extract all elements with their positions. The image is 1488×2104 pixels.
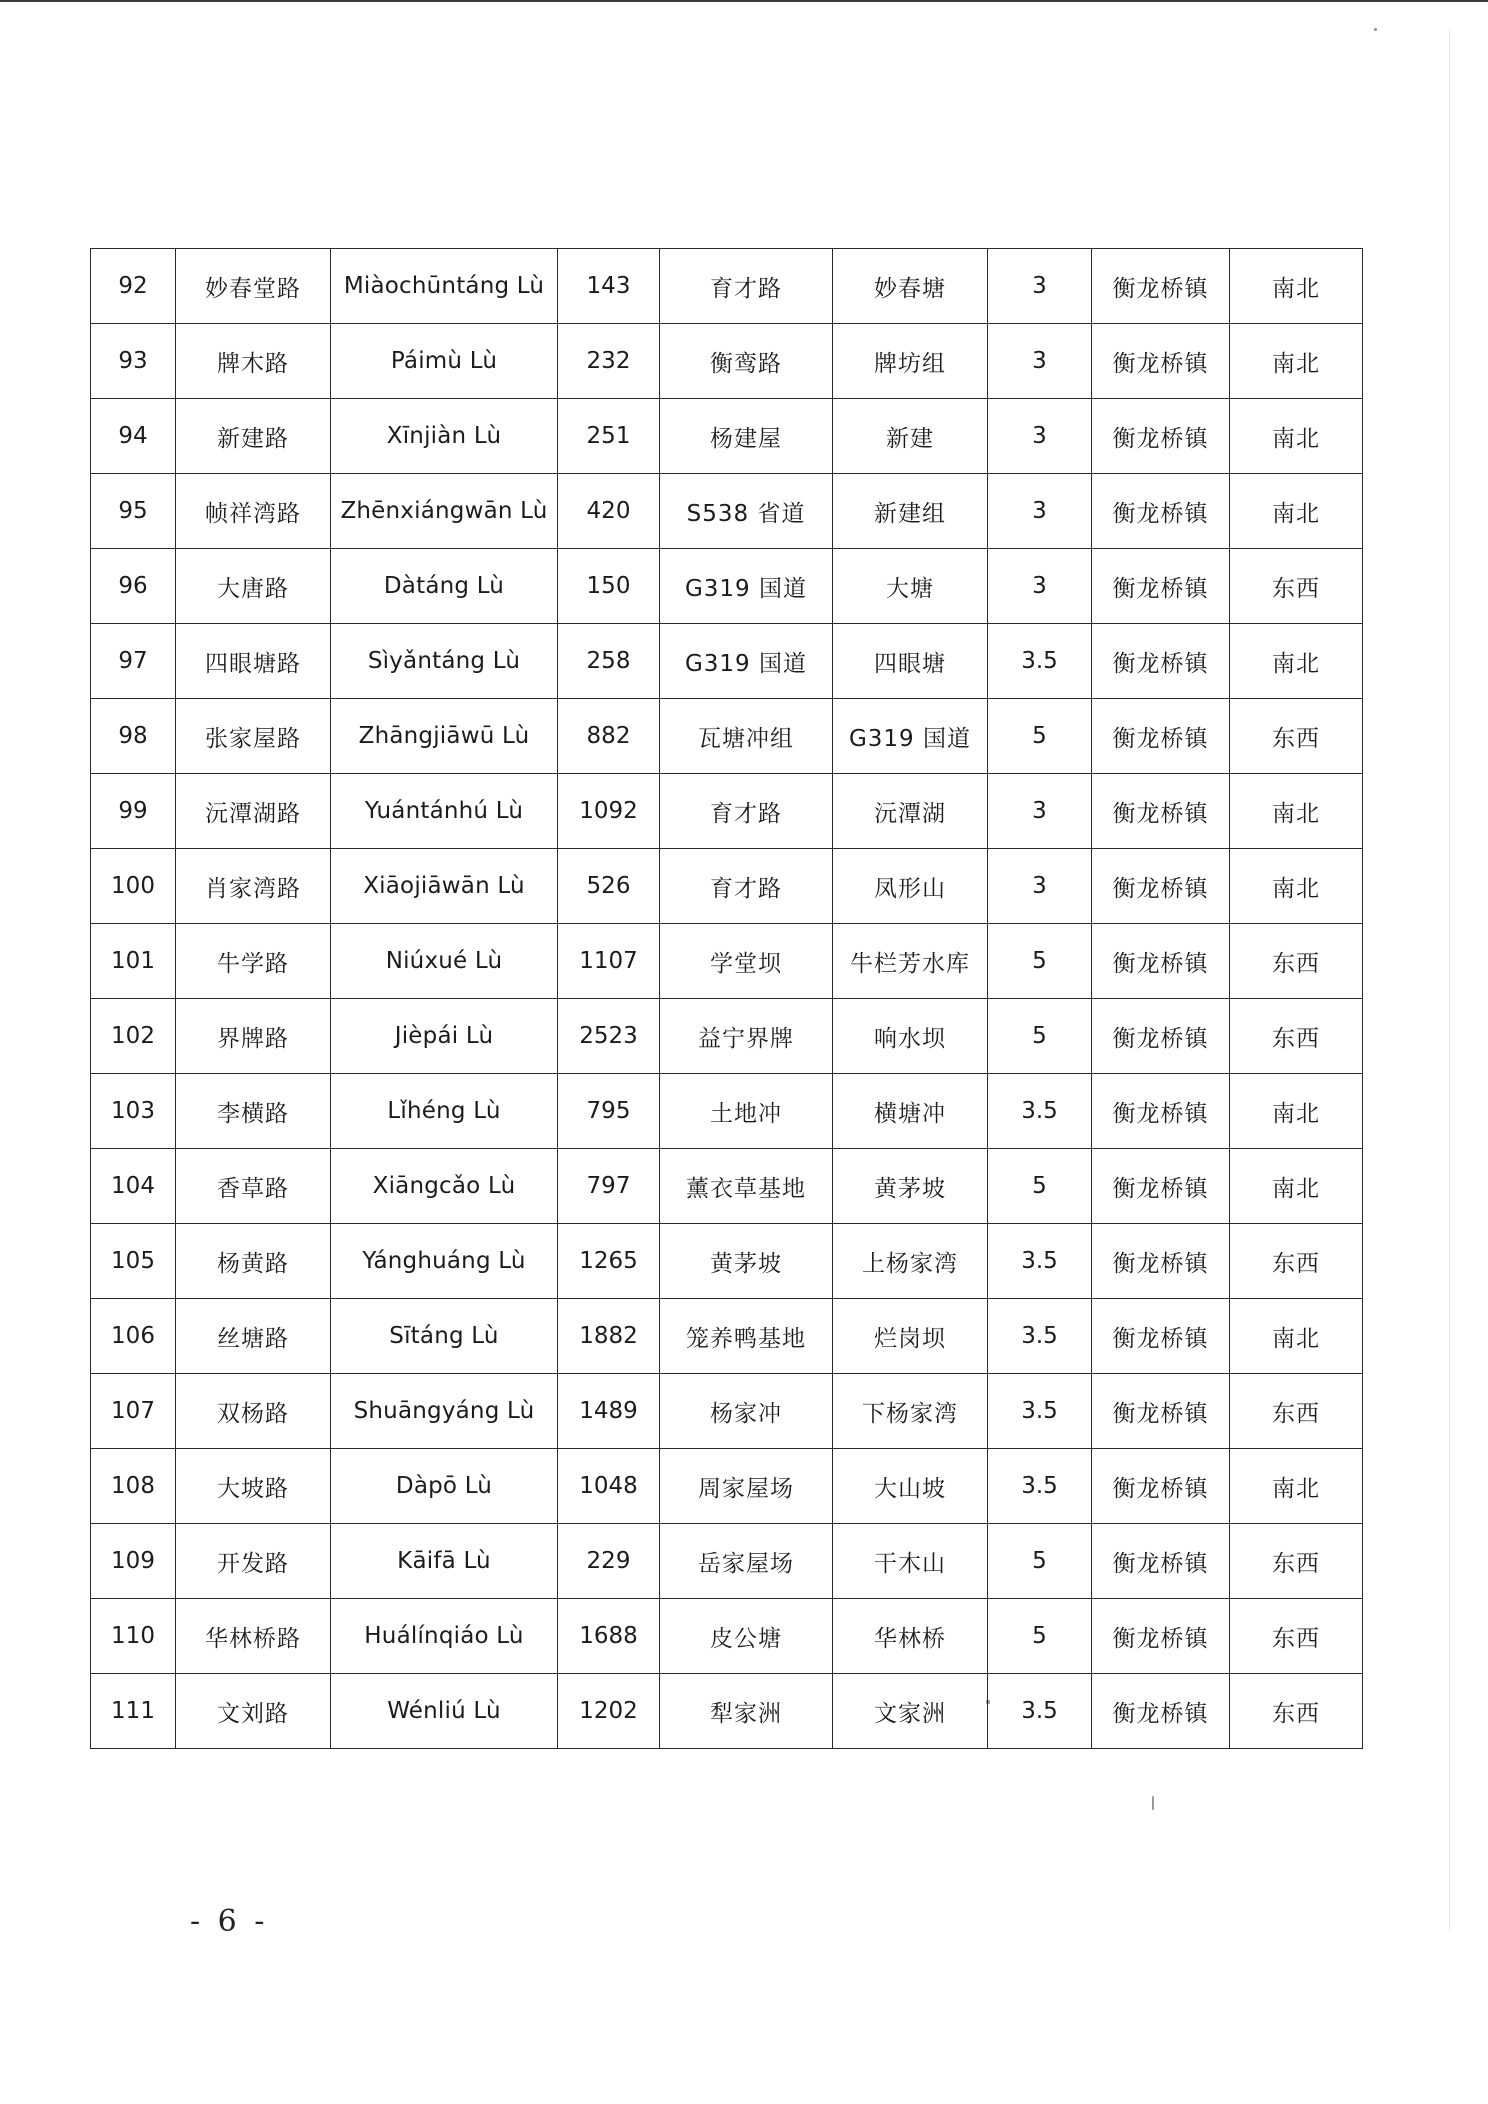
table-row bbox=[91, 1524, 1363, 1599]
road-number-cell: 95 bbox=[91, 474, 176, 549]
road-town-cell: 衡龙桥镇 bbox=[1092, 1599, 1230, 1674]
road-start-cell: G319 国道 bbox=[660, 624, 833, 699]
road-town-cell: 衡龙桥镇 bbox=[1092, 1524, 1230, 1599]
scan-top-edge bbox=[0, 0, 1488, 2]
road-name-cell: 牛学路 bbox=[176, 924, 331, 999]
road-town-cell: 衡龙桥镇 bbox=[1092, 1074, 1230, 1149]
road-pinyin-cell: Páimù Lù bbox=[331, 324, 558, 399]
road-start-cell: 周家屋场 bbox=[660, 1449, 833, 1524]
table-row bbox=[91, 1599, 1363, 1674]
road-direction-cell: 南北 bbox=[1230, 1149, 1363, 1224]
road-town-cell: 衡龙桥镇 bbox=[1092, 1674, 1230, 1749]
road-number-cell: 106 bbox=[91, 1299, 176, 1374]
road-name-cell: 丝塘路 bbox=[176, 1299, 331, 1374]
road-width-cell: 5 bbox=[988, 999, 1092, 1074]
road-width-cell: 3 bbox=[988, 549, 1092, 624]
table-row bbox=[91, 624, 1363, 699]
road-length-cell: 1107 bbox=[558, 924, 660, 999]
road-name-cell: 华林桥路 bbox=[176, 1599, 331, 1674]
road-end-cell: 牛栏芳水库 bbox=[833, 924, 988, 999]
road-table bbox=[90, 248, 1363, 1749]
road-number-cell: 110 bbox=[91, 1599, 176, 1674]
road-start-cell: 衡鸾路 bbox=[660, 324, 833, 399]
road-width-cell: 3 bbox=[988, 849, 1092, 924]
road-length-cell: 1882 bbox=[558, 1299, 660, 1374]
road-length-cell: 251 bbox=[558, 399, 660, 474]
road-number-cell: 96 bbox=[91, 549, 176, 624]
road-table-body bbox=[91, 249, 1363, 1749]
road-width-cell: 5 bbox=[988, 1149, 1092, 1224]
road-end-cell: 下杨家湾 bbox=[833, 1374, 988, 1449]
road-length-cell: 143 bbox=[558, 249, 660, 324]
road-number-cell: 92 bbox=[91, 249, 176, 324]
road-direction-cell: 南北 bbox=[1230, 774, 1363, 849]
road-end-cell: G319 国道 bbox=[833, 699, 988, 774]
road-end-cell: 响水坝 bbox=[833, 999, 988, 1074]
table-row bbox=[91, 1074, 1363, 1149]
road-direction-cell: 东西 bbox=[1230, 1374, 1363, 1449]
road-pinyin-cell: Yuántánhú Lù bbox=[331, 774, 558, 849]
road-number-cell: 99 bbox=[91, 774, 176, 849]
road-length-cell: 1688 bbox=[558, 1599, 660, 1674]
road-pinyin-cell: Sìyǎntáng Lù bbox=[331, 624, 558, 699]
road-town-cell: 衡龙桥镇 bbox=[1092, 474, 1230, 549]
road-length-cell: 1048 bbox=[558, 1449, 660, 1524]
road-town-cell: 衡龙桥镇 bbox=[1092, 1449, 1230, 1524]
road-direction-cell: 南北 bbox=[1230, 1449, 1363, 1524]
road-start-cell: 犁家洲 bbox=[660, 1674, 833, 1749]
road-name-cell: 妙春堂路 bbox=[176, 249, 331, 324]
road-direction-cell: 南北 bbox=[1230, 474, 1363, 549]
road-length-cell: 1202 bbox=[558, 1674, 660, 1749]
road-end-cell: 黄茅坡 bbox=[833, 1149, 988, 1224]
road-name-cell: 帧祥湾路 bbox=[176, 474, 331, 549]
road-direction-cell: 东西 bbox=[1230, 699, 1363, 774]
road-pinyin-cell: Xiāojiāwān Lù bbox=[331, 849, 558, 924]
road-name-cell: 香草路 bbox=[176, 1149, 331, 1224]
road-pinyin-cell: Xīnjiàn Lù bbox=[331, 399, 558, 474]
road-pinyin-cell: Kāifā Lù bbox=[331, 1524, 558, 1599]
table-row bbox=[91, 324, 1363, 399]
road-name-cell: 肖家湾路 bbox=[176, 849, 331, 924]
road-name-cell: 沅潭湖路 bbox=[176, 774, 331, 849]
road-length-cell: 882 bbox=[558, 699, 660, 774]
road-pinyin-cell: Lǐhéng Lù bbox=[331, 1074, 558, 1149]
road-name-cell: 杨黄路 bbox=[176, 1224, 331, 1299]
road-pinyin-cell: Huálínqiáo Lù bbox=[331, 1599, 558, 1674]
road-width-cell: 3 bbox=[988, 774, 1092, 849]
road-town-cell: 衡龙桥镇 bbox=[1092, 999, 1230, 1074]
table-row bbox=[91, 1449, 1363, 1524]
scan-right-edge bbox=[1449, 30, 1450, 1930]
road-town-cell: 衡龙桥镇 bbox=[1092, 249, 1230, 324]
road-start-cell: 薰衣草基地 bbox=[660, 1149, 833, 1224]
road-length-cell: 150 bbox=[558, 549, 660, 624]
road-end-cell: 四眼塘 bbox=[833, 624, 988, 699]
road-start-cell: 益宁界牌 bbox=[660, 999, 833, 1074]
road-start-cell: 土地冲 bbox=[660, 1074, 833, 1149]
road-pinyin-cell: Wénliú Lù bbox=[331, 1674, 558, 1749]
road-width-cell: 3.5 bbox=[988, 624, 1092, 699]
road-width-cell: 5 bbox=[988, 699, 1092, 774]
road-pinyin-cell: Niúxué Lù bbox=[331, 924, 558, 999]
road-town-cell: 衡龙桥镇 bbox=[1092, 1299, 1230, 1374]
road-start-cell: 育才路 bbox=[660, 249, 833, 324]
road-length-cell: 2523 bbox=[558, 999, 660, 1074]
table-row bbox=[91, 1674, 1363, 1749]
road-width-cell: 3.5 bbox=[988, 1674, 1092, 1749]
road-width-cell: 3.5 bbox=[988, 1074, 1092, 1149]
road-number-cell: 103 bbox=[91, 1074, 176, 1149]
table-row bbox=[91, 549, 1363, 624]
road-length-cell: 229 bbox=[558, 1524, 660, 1599]
road-end-cell: 新建 bbox=[833, 399, 988, 474]
road-town-cell: 衡龙桥镇 bbox=[1092, 549, 1230, 624]
road-number-cell: 93 bbox=[91, 324, 176, 399]
road-direction-cell: 南北 bbox=[1230, 624, 1363, 699]
road-end-cell: 烂岗坝 bbox=[833, 1299, 988, 1374]
road-pinyin-cell: Miàochūntáng Lù bbox=[331, 249, 558, 324]
road-end-cell: 牌坊组 bbox=[833, 324, 988, 399]
road-number-cell: 101 bbox=[91, 924, 176, 999]
road-town-cell: 衡龙桥镇 bbox=[1092, 399, 1230, 474]
road-number-cell: 97 bbox=[91, 624, 176, 699]
road-end-cell: 华林桥 bbox=[833, 1599, 988, 1674]
road-length-cell: 1489 bbox=[558, 1374, 660, 1449]
road-length-cell: 232 bbox=[558, 324, 660, 399]
road-direction-cell: 东西 bbox=[1230, 1524, 1363, 1599]
table-row bbox=[91, 924, 1363, 999]
road-direction-cell: 东西 bbox=[1230, 999, 1363, 1074]
road-name-cell: 新建路 bbox=[176, 399, 331, 474]
table-row bbox=[91, 1374, 1363, 1449]
road-pinyin-cell: Shuāngyáng Lù bbox=[331, 1374, 558, 1449]
road-direction-cell: 东西 bbox=[1230, 1224, 1363, 1299]
road-width-cell: 5 bbox=[988, 1599, 1092, 1674]
road-end-cell: 凤形山 bbox=[833, 849, 988, 924]
road-direction-cell: 东西 bbox=[1230, 1599, 1363, 1674]
road-direction-cell: 南北 bbox=[1230, 249, 1363, 324]
road-town-cell: 衡龙桥镇 bbox=[1092, 324, 1230, 399]
table-row bbox=[91, 249, 1363, 324]
road-start-cell: 育才路 bbox=[660, 849, 833, 924]
road-end-cell: 大山坡 bbox=[833, 1449, 988, 1524]
road-start-cell: 岳家屋场 bbox=[660, 1524, 833, 1599]
road-town-cell: 衡龙桥镇 bbox=[1092, 849, 1230, 924]
road-number-cell: 107 bbox=[91, 1374, 176, 1449]
road-width-cell: 3.5 bbox=[988, 1449, 1092, 1524]
road-town-cell: 衡龙桥镇 bbox=[1092, 1224, 1230, 1299]
scan-speck bbox=[1374, 28, 1377, 31]
road-start-cell: 杨家冲 bbox=[660, 1374, 833, 1449]
road-direction-cell: 南北 bbox=[1230, 324, 1363, 399]
table-row bbox=[91, 399, 1363, 474]
road-pinyin-cell: Dàtáng Lù bbox=[331, 549, 558, 624]
road-end-cell: 大塘 bbox=[833, 549, 988, 624]
road-direction-cell: 南北 bbox=[1230, 1299, 1363, 1374]
road-end-cell: 沅潭湖 bbox=[833, 774, 988, 849]
table-row bbox=[91, 1149, 1363, 1224]
road-name-cell: 双杨路 bbox=[176, 1374, 331, 1449]
road-number-cell: 100 bbox=[91, 849, 176, 924]
road-width-cell: 5 bbox=[988, 924, 1092, 999]
road-length-cell: 258 bbox=[558, 624, 660, 699]
table-row bbox=[91, 699, 1363, 774]
road-town-cell: 衡龙桥镇 bbox=[1092, 924, 1230, 999]
scan-speck bbox=[1152, 1796, 1154, 1810]
road-pinyin-cell: Zhāngjiāwū Lù bbox=[331, 699, 558, 774]
road-length-cell: 795 bbox=[558, 1074, 660, 1149]
road-width-cell: 3 bbox=[988, 399, 1092, 474]
road-name-cell: 大坡路 bbox=[176, 1449, 331, 1524]
road-start-cell: 皮公塘 bbox=[660, 1599, 833, 1674]
road-pinyin-cell: Sītáng Lù bbox=[331, 1299, 558, 1374]
road-number-cell: 104 bbox=[91, 1149, 176, 1224]
road-length-cell: 1092 bbox=[558, 774, 660, 849]
road-number-cell: 94 bbox=[91, 399, 176, 474]
table-row bbox=[91, 1299, 1363, 1374]
table-row bbox=[91, 774, 1363, 849]
road-name-cell: 张家屋路 bbox=[176, 699, 331, 774]
road-width-cell: 3.5 bbox=[988, 1224, 1092, 1299]
road-pinyin-cell: Xiāngcǎo Lù bbox=[331, 1149, 558, 1224]
road-start-cell: 瓦塘冲组 bbox=[660, 699, 833, 774]
road-name-cell: 开发路 bbox=[176, 1524, 331, 1599]
road-number-cell: 111 bbox=[91, 1674, 176, 1749]
road-end-cell: 干木山 bbox=[833, 1524, 988, 1599]
road-direction-cell: 南北 bbox=[1230, 399, 1363, 474]
road-number-cell: 108 bbox=[91, 1449, 176, 1524]
table-row bbox=[91, 474, 1363, 549]
road-start-cell: 育才路 bbox=[660, 774, 833, 849]
road-direction-cell: 南北 bbox=[1230, 849, 1363, 924]
road-number-cell: 105 bbox=[91, 1224, 176, 1299]
table-row bbox=[91, 1224, 1363, 1299]
road-start-cell: 杨建屋 bbox=[660, 399, 833, 474]
road-name-cell: 四眼塘路 bbox=[176, 624, 331, 699]
road-direction-cell: 东西 bbox=[1230, 1674, 1363, 1749]
road-width-cell: 3 bbox=[988, 249, 1092, 324]
road-length-cell: 1265 bbox=[558, 1224, 660, 1299]
road-width-cell: 3 bbox=[988, 474, 1092, 549]
road-pinyin-cell: Zhēnxiángwān Lù bbox=[331, 474, 558, 549]
road-direction-cell: 东西 bbox=[1230, 924, 1363, 999]
road-width-cell: 5 bbox=[988, 1524, 1092, 1599]
road-name-cell: 大唐路 bbox=[176, 549, 331, 624]
road-end-cell: 文家洲 bbox=[833, 1674, 988, 1749]
road-town-cell: 衡龙桥镇 bbox=[1092, 624, 1230, 699]
road-width-cell: 3.5 bbox=[988, 1299, 1092, 1374]
road-name-cell: 李横路 bbox=[176, 1074, 331, 1149]
road-direction-cell: 东西 bbox=[1230, 549, 1363, 624]
page-number: - 6 - bbox=[190, 1904, 269, 1939]
road-length-cell: 420 bbox=[558, 474, 660, 549]
road-end-cell: 妙春塘 bbox=[833, 249, 988, 324]
road-width-cell: 3 bbox=[988, 324, 1092, 399]
road-town-cell: 衡龙桥镇 bbox=[1092, 1149, 1230, 1224]
road-number-cell: 102 bbox=[91, 999, 176, 1074]
road-start-cell: 黄茅坡 bbox=[660, 1224, 833, 1299]
road-length-cell: 797 bbox=[558, 1149, 660, 1224]
road-length-cell: 526 bbox=[558, 849, 660, 924]
road-start-cell: G319 国道 bbox=[660, 549, 833, 624]
road-pinyin-cell: Dàpō Lù bbox=[331, 1449, 558, 1524]
table-row bbox=[91, 849, 1363, 924]
road-town-cell: 衡龙桥镇 bbox=[1092, 699, 1230, 774]
road-end-cell: 新建组 bbox=[833, 474, 988, 549]
road-start-cell: 笼养鸭基地 bbox=[660, 1299, 833, 1374]
road-direction-cell: 南北 bbox=[1230, 1074, 1363, 1149]
road-town-cell: 衡龙桥镇 bbox=[1092, 774, 1230, 849]
road-number-cell: 109 bbox=[91, 1524, 176, 1599]
road-name-cell: 文刘路 bbox=[176, 1674, 331, 1749]
road-town-cell: 衡龙桥镇 bbox=[1092, 1374, 1230, 1449]
road-number-cell: 98 bbox=[91, 699, 176, 774]
road-name-cell: 牌木路 bbox=[176, 324, 331, 399]
road-end-cell: 横塘冲 bbox=[833, 1074, 988, 1149]
road-start-cell: 学堂坝 bbox=[660, 924, 833, 999]
road-width-cell: 3.5 bbox=[988, 1374, 1092, 1449]
road-end-cell: 上杨家湾 bbox=[833, 1224, 988, 1299]
table-row bbox=[91, 999, 1363, 1074]
road-pinyin-cell: Jièpái Lù bbox=[331, 999, 558, 1074]
road-start-cell: S538 省道 bbox=[660, 474, 833, 549]
road-pinyin-cell: Yánghuáng Lù bbox=[331, 1224, 558, 1299]
road-name-cell: 界牌路 bbox=[176, 999, 331, 1074]
